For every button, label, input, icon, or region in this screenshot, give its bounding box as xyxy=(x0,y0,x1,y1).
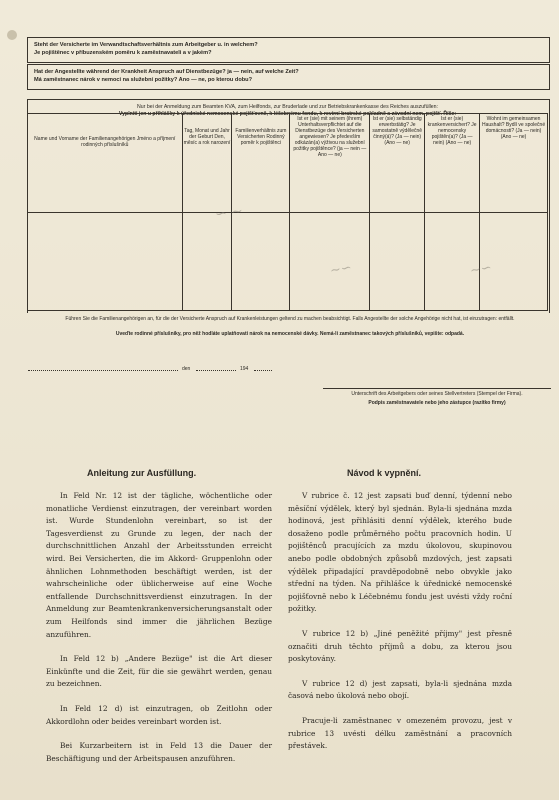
col-header-relationship: Familienverhältnis zum Versicherten Rodinný poměr k pojištěnci xyxy=(232,114,290,213)
table-cell[interactable] xyxy=(425,213,480,311)
salary-entitlement-question-box xyxy=(27,64,550,90)
signature-label-cs: Podpis zaměstnavatele nebo jeho zástupce (razítko firmy) xyxy=(368,400,506,406)
instruction-paragraph: V rubrice 12 b) „Jiné peněžité příjmy" jest přesně označiti druh těchto příjmů a dobu, za kterou jsou poskytovány. xyxy=(288,628,512,664)
instructions-column-cs xyxy=(288,490,512,765)
instruction-paragraph: In Feld Nr. 12 ist der tägliche, wöchentliche oder monatliche Verdienst einzutragen, der vereinbart worden ist. Wurde Stundenlohn vereinbart, so ist der Tagesverdienst zu Grunde zu legen, der nach der durchschnittlichen Anzahl der Arbeitsstunden erreicht wird. Bei Versicherten, die im Akkord- Gruppenlohn oder ähnlichen Lohnmethoden beschäftigt werden, ist der wahrscheinliche oder üblicherweise auf eine Woche entfallende Durchschnittsverdienst einzutragen. In der Anmeldung zur Beamtenkrankenversicherungsanstalt oder zum Heilfonds sind immer die jährlichen Bezüge anzuführen. xyxy=(46,491,272,639)
instructions-column-de xyxy=(46,490,272,777)
pencil-mark: ∼∽ xyxy=(468,260,493,279)
instruction-paragraph: Pracuje-li zaměstnanec v omezeném provozu, jest v rubrice 13 uvésti délku zaměstnání a pracovních přestávek. xyxy=(288,715,512,751)
instructions-title-de: Anleitung zur Ausfüllung. xyxy=(87,468,197,478)
instruction-paragraph: In Feld 12 d) ist einzutragen, ob Zeitlohn oder Akkordlohn oder beides vereinbart worden ist. xyxy=(46,703,272,726)
col-header-name: Name und Vorname der Familienangehörigen Jméno a příjmení rodinných příslušníků xyxy=(28,114,183,213)
salary-entitlement-question-cs: Má zaměstnanec nárok v nemoci na služební požitky? Ano — ne, po kterou dobu? xyxy=(34,77,252,83)
instruction-paragraph: In Feld 12 b) „Andere Bezüge" ist die Art dieser Einkünfte und die Zeit, für die sie gewährt werden, genau zu bezeichnen. xyxy=(46,654,272,689)
punch-hole xyxy=(7,30,17,40)
family-footnote-de: Führen Sie die Familienangehörigen an, für die der Versicherte Anspruch auf Krankenleistungen geltend zu machen beabsichtigt. Falls Angestellte der solche Angehörige nicht hat, ist einzutragen: entfällt. xyxy=(65,316,515,322)
instruction-paragraph: V rubrice 12 d) jest zapsati, byla-li sjednána mzda časová nebo úkolová nebo obojí. xyxy=(288,678,512,701)
col-header-birthdate: Tag, Monat und Jahr der Geburt Den, měsíc a rok narození xyxy=(182,114,232,213)
col-header-self-employed: Ist er (sie) selbständig erwerbstätig? Je samostatně výdělečně činný(á)? (Ja — nein) (Ano — ne) xyxy=(370,114,425,213)
table-cell[interactable] xyxy=(28,213,183,311)
table-row xyxy=(28,213,548,311)
table-cell[interactable] xyxy=(370,213,425,311)
family-note-de: Nur bei der Anmeldung zum Beamten KVA, zum Heilfonds, zur Bruderlade und zur Betriebskrankenkasse des Reiches auszufüllen: xyxy=(137,104,438,110)
relationship-question-de: Steht der Versicherte im Verwandtschaftsverhältnis zum Arbeitgeber u. in welchem? xyxy=(34,42,258,48)
table-header-row xyxy=(28,114,548,213)
relationship-question-cs: Je pojištěnec v příbuzenském poměru k zaměstnavateli a v jakém? xyxy=(34,50,212,56)
instruction-paragraph: Bei Kurzarbeitern ist in Feld 13 die Dauer der Beschäftigung und der Arbeitspausen anzuführen. xyxy=(46,741,272,763)
table-cell[interactable] xyxy=(232,213,290,311)
instructions-title-cs: Návod k vypnění. xyxy=(347,468,422,478)
table-cell[interactable] xyxy=(182,213,232,311)
salary-entitlement-question-de: Hat der Angestellte während der Krankheit Anspruch auf Dienstbezüge? ja — nein, auf welche Zeit? xyxy=(34,69,299,75)
signature-line[interactable] xyxy=(323,388,551,389)
family-members-table xyxy=(27,110,548,311)
pencil-mark: ∽ ~ xyxy=(214,203,244,223)
den-label: den xyxy=(182,366,191,372)
place-line[interactable] xyxy=(28,370,178,371)
col-header-household: Wohnt im gemeinsamen Haushalt? Bydlí ve společné domácnosti? (Ja — nein) (Ano — ne) xyxy=(480,114,548,213)
family-note-cs: Vyplniti jen u přihlášky k úřednické nemocenské pojišťovně, k léčebnému fondu, k revírní bratrské pokladně a závodní nem. pojišť. Říše: xyxy=(118,110,457,117)
col-header-insured: Ist er (sie) krankenversichert? Je nemocensky pojištěn(a)? (Ja — nein) (Ano — ne) xyxy=(425,114,480,213)
year-line[interactable] xyxy=(254,370,272,371)
family-footnote-cs: Uveďte rodinné příslušníky, pro něž hodláte uplatňovati nárok na nemocenské dávky. Nemá-li zaměstnanec takových příslušníků, vepište: odpadá. xyxy=(115,331,465,337)
instruction-paragraph: V rubrice č. 12 jest zapsati buď denní, týdenní nebo měsíční výdělek, který byl sjednán. Byla-li sjednána mzda hodinová, jest přihlásiti denní výdělek, kterého bude dosaženo podle průměrného počtu pracovních hodin. U pojištěnců pracujících za mzdu úkolovou, skupinovou anebo podle obdobných způsobů mzdových, jest zapsati výdělek připadající pravděpodobně nebo obvykle jako střední na týden. Na přihlášce k úřednické nemocenské pojišťovně nebo k Léčebnému fondu jest uvésti vždy roční požitky. xyxy=(288,491,512,614)
date-line[interactable] xyxy=(196,370,236,371)
pencil-mark: ∼∽ xyxy=(328,260,353,279)
signature-label-de: Unterschrift des Arbeitgebers oder seines Stellvertreters (Stempel der Firma). xyxy=(351,391,523,397)
year-label: 194 xyxy=(240,366,249,372)
relationship-question-box xyxy=(27,37,550,63)
col-header-dependent: Ist er (sie) mit seinem (ihrem) Unterhaltsverpflichtet auf die Dienstbezüge des Versicherten angewiesen? Je především odkázán(a) výživou na služební požitky pojištěnce? (ja — nein — Ano — ne) xyxy=(290,114,370,213)
table-cell[interactable] xyxy=(290,213,370,311)
